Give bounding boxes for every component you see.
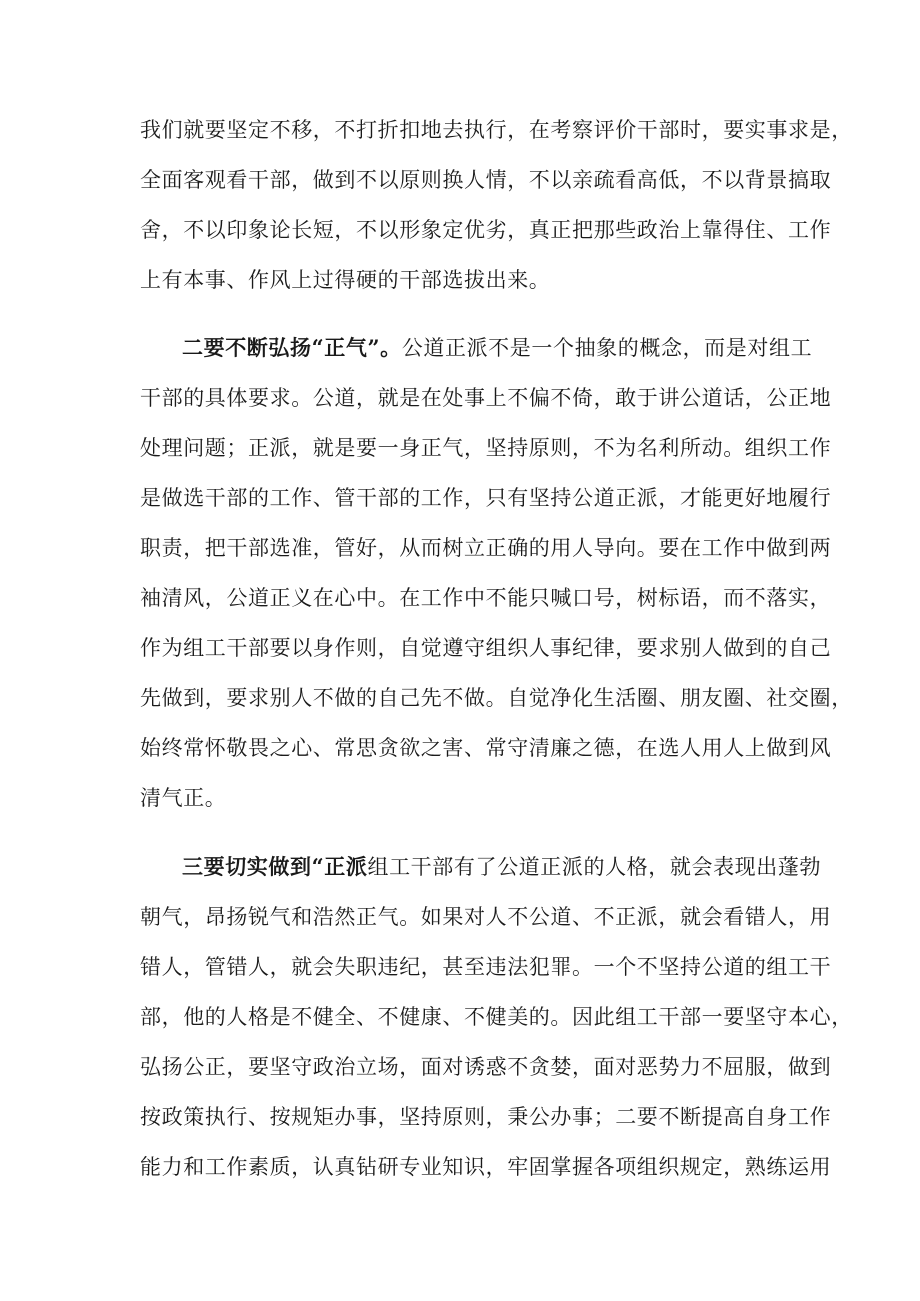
paragraph-2-heading: 二要不断弘扬“正气”。: [182, 335, 402, 360]
paragraph-3-line-4: 部，他的人格是不健全、不健康、不健美的。因此组工干部一要坚守本心，: [140, 1005, 853, 1029]
paragraph-2-line-8: 先做到，要求别人不做的自己先不做。自觉净化生活圈、朋友圈、社交圈，: [140, 686, 853, 710]
paragraph-3-line-6: 按政策执行、按规矩办事，坚持原则，秉公办事；二要不断提高自身工作: [140, 1105, 832, 1129]
paragraph-2-line-3: 处理问题；正派，就是要一身正气，坚持原则，不为名利所动。组织工作: [140, 436, 832, 460]
paragraph-2-line-9: 始终常怀敬畏之心、常思贪欲之害、常守清廉之德，在选人用人上做到风: [140, 736, 832, 760]
paragraph-2-line-7: 作为组工干部要以身作则，自觉遵守组织人事纪律，要求别人做到的自己: [140, 636, 832, 660]
paragraph-1-line-4: 上有本事、作风上过得硬的干部选拔出来。: [140, 268, 551, 292]
paragraph-2-line-4: 是做选干部的工作、管干部的工作，只有坚持公道正派，才能更好地履行: [140, 486, 832, 510]
paragraph-1-line-3: 舍，不以印象论长短，不以形象定优劣，真正把那些政治上靠得住、工作: [140, 218, 832, 242]
paragraph-2-line-10: 清气正。: [140, 786, 227, 810]
paragraph-3-line-5: 弘扬公正，要坚守政治立场，面对诱惑不贪婪，面对恶势力不屈服，做到: [140, 1055, 832, 1079]
paragraph-3-heading: 三要切实做到“正派: [182, 854, 368, 879]
paragraph-2-first-line-text: 公道正派不是一个抽象的概念，而是对组工: [401, 336, 813, 360]
paragraph-1-line-1: 我们就要坚定不移，不打折扣地去执行，在考察评价干部时，要实事求是，: [140, 118, 853, 142]
paragraph-2-line-5: 职责，把干部选准，管好，从而树立正确的用人导向。要在工作中做到两: [140, 536, 832, 560]
paragraph-1-line-2: 全面客观看干部，做到不以原则换人情，不以亲疏看高低，不以背景搞取: [140, 168, 832, 192]
paragraph-2-line-2: 干部的具体要求。公道，就是在处事上不偏不倚，敢于讲公道话，公正地: [140, 386, 832, 410]
paragraph-3-line-3: 错人，管错人，就会失职违纪，甚至违法犯罪。一个不坚持公道的组工干: [140, 955, 832, 979]
paragraph-3-first-line: [182, 852, 822, 882]
paragraph-2-first-line: [182, 333, 813, 363]
paragraph-3-line-7: 能力和工作素质，认真钻研专业知识，牢固掌握各项组织规定，熟练运用: [140, 1155, 832, 1179]
paragraph-3-first-line-text: 组工干部有了公道正派的人格，就会表现出蓬勃: [367, 855, 822, 879]
paragraph-3-line-2: 朝气，昂扬锐气和浩然正气。如果对人不公道、不正派，就会看错人，用: [140, 905, 832, 929]
paragraph-2-line-6: 袖清风，公道正义在心中。在工作中不能只喊口号，树标语，而不落实，: [140, 586, 832, 610]
